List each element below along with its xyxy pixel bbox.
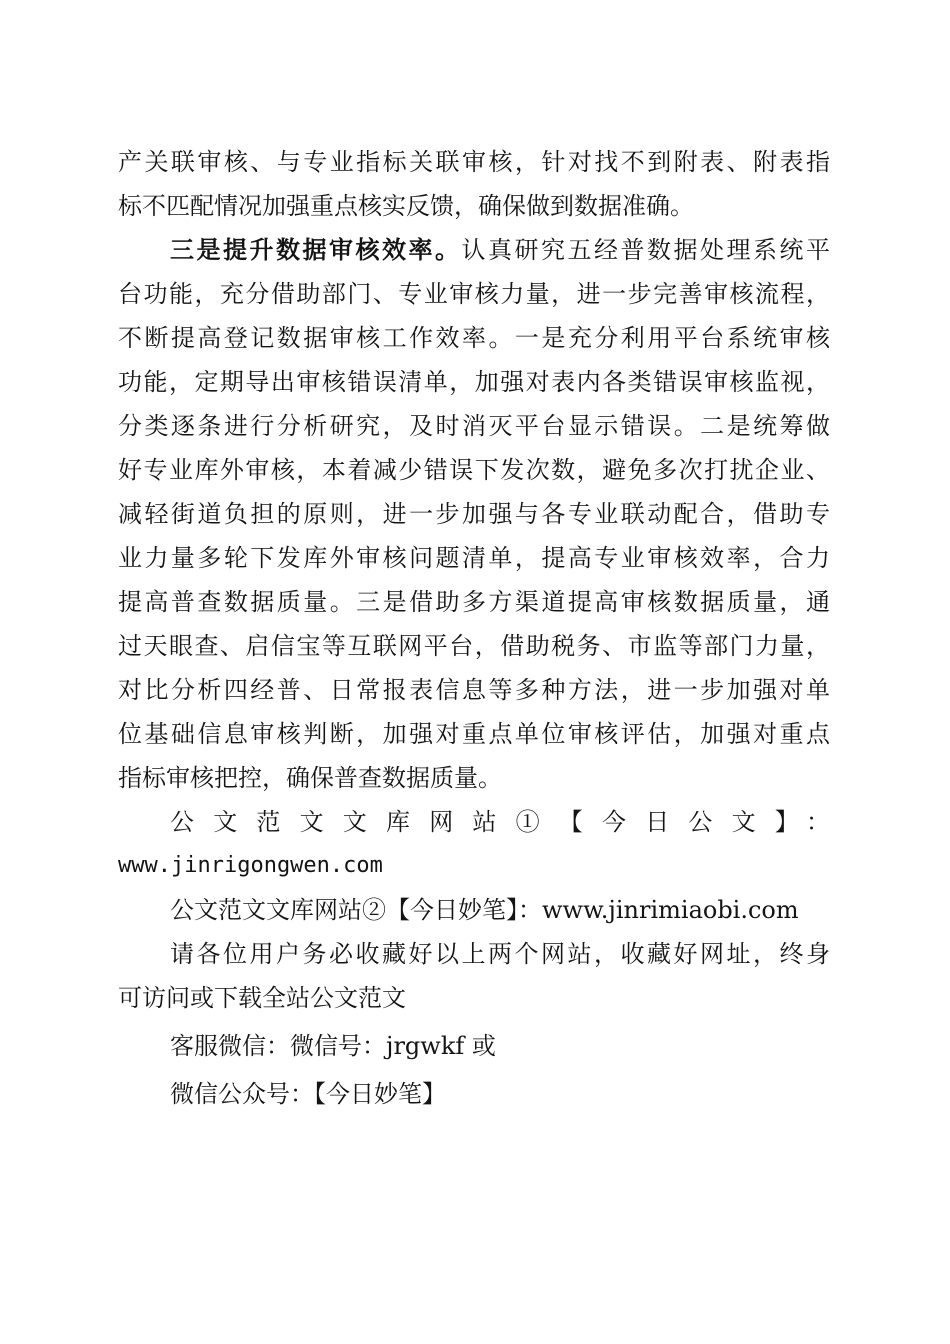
body-line: 指标审核把控，确保普查数据质量。 [118, 764, 502, 792]
body-line: 对比分析四经普、日常报表信息等多种方法，进一步加强对单 [118, 676, 830, 704]
body-line: 不断提高登记数据审核工作效率。一是充分利用平台系统审核 [118, 324, 830, 352]
body-line: 产关联审核、与专业指标关联审核，针对找不到附表、附表指 [118, 148, 830, 176]
body-line: 减轻街道负担的原则，进一步加强与各专业联动配合，借助专 [118, 500, 830, 528]
site1-url[interactable]: www.jinrigongwen.com [118, 853, 383, 878]
official-account-line: 微信公众号：【今日妙笔】 [170, 1080, 446, 1108]
paragraph-heading: 三是提升数据审核效率。 [170, 235, 462, 264]
body-line: 过天眼查、启信宝等互联网平台，借助税务、市监等部门力量， [118, 632, 830, 660]
body-line: 分类逐条进行分析研究，及时消灭平台显示错误。二是统筹做 [118, 412, 830, 440]
paragraph-first-line-text: 认真研究五经普数据处理系统平 [461, 236, 830, 264]
body-line: 好专业库外审核，本着减少错误下发次数，避免多次打扰企业、 [118, 456, 830, 484]
body-line: 提高普查数据质量。三是借助多方渠道提高审核数据质量，通 [118, 588, 830, 616]
document-page [118, 140, 830, 1116]
body-line: 台功能，充分借助部门、专业审核力量，进一步完善审核流程， [118, 280, 830, 308]
body-line: 标不匹配情况加强重点核实反馈，确保做到数据准确。 [118, 192, 694, 220]
site2-line[interactable]: 公文范文文库网站②【今日妙笔】：www.jinrimiaobi.com [170, 896, 799, 924]
notice-line: 请各位用户务必收藏好以上两个网站，收藏好网址，终身 [170, 940, 830, 968]
body-line: 业力量多轮下发库外审核问题清单，提高专业审核效率，合力 [118, 544, 830, 572]
wechat-line: 客服微信：微信号：jrgwkf 或 [170, 1032, 496, 1060]
paragraph-first-line [118, 228, 830, 272]
site1-label: 公文范文文库网站①【今日公文】： [170, 808, 830, 836]
body-line: 位基础信息审核判断，加强对重点单位审核评估，加强对重点 [118, 720, 830, 748]
body-line: 功能，定期导出审核错误清单，加强对表内各类错误审核监视， [118, 368, 830, 396]
notice-line: 可访问或下载全站公文范文 [118, 984, 406, 1012]
